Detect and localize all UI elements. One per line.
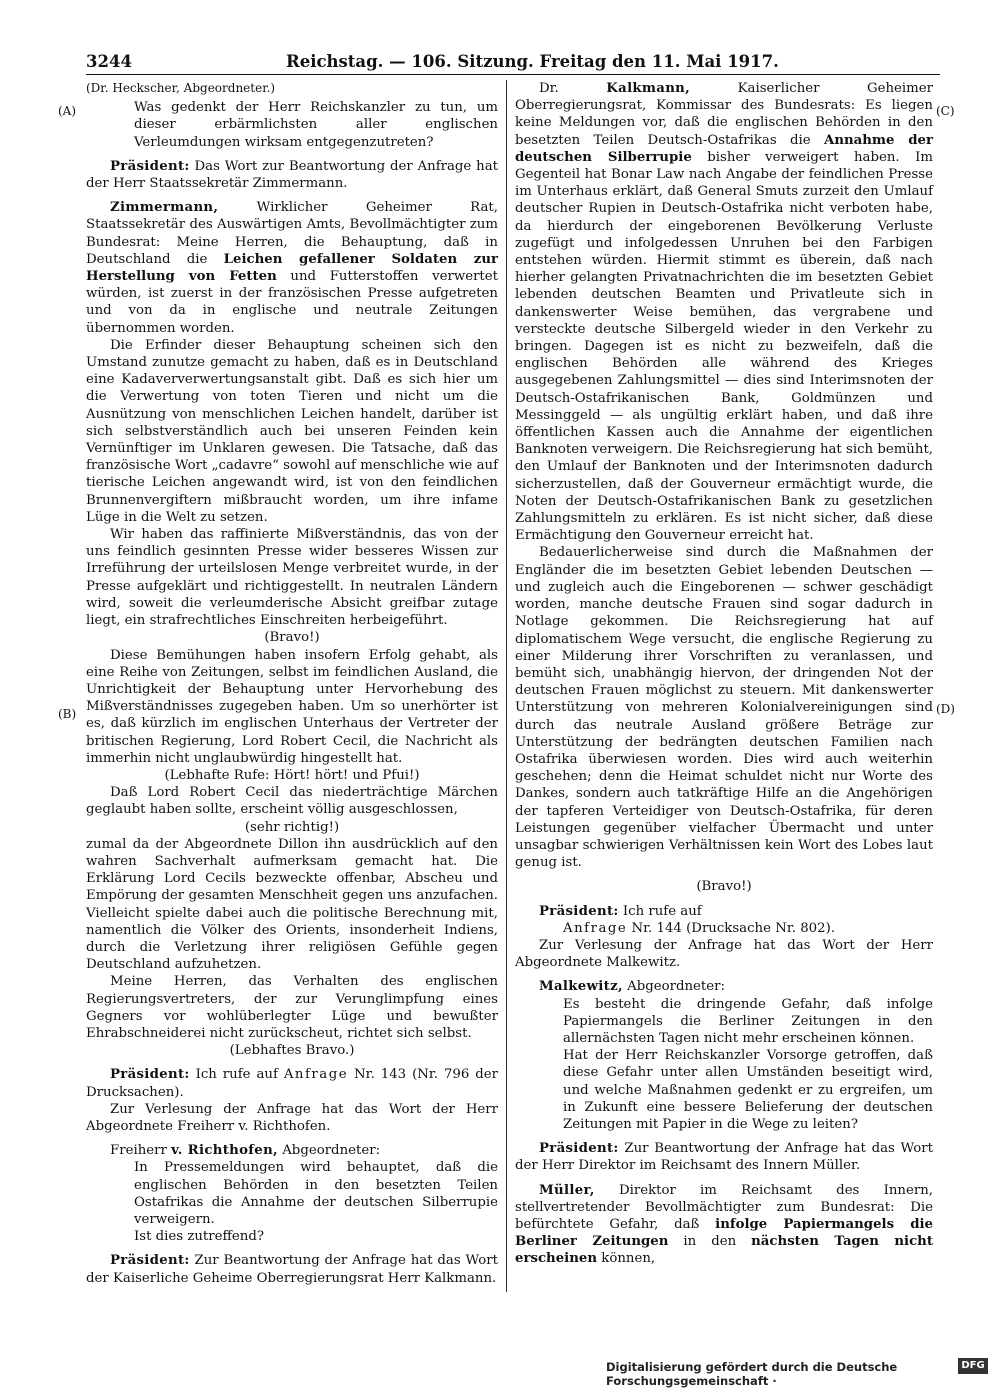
speaker-name: Präsident: <box>110 1067 190 1083</box>
paragraph <box>86 1066 498 1100</box>
question-text: Es besteht die dringende Gefahr, daß infolge Papiermangels die Berliner Zeitungen in den allernächsten Tagen nicht mehr erscheinen können. <box>563 996 933 1046</box>
paragraph-text: Nr. 143 (Nr. 796 der Drucksachen). <box>86 1067 499 1100</box>
speaker-name: Zimmermann, <box>110 200 219 216</box>
margin-marker-c: (C) <box>936 104 955 118</box>
interjection: (Lebhaftes Bravo.) <box>229 1043 355 1059</box>
paragraph: Die Erfinder dieser Behauptung scheinen sich den Umstand zunutze gemacht zu haben, daß es in Deutschland eine Kadaververwertungsanstalt gibt. Daß es sich hier um die Verwertung von toten Tieren und nicht um die Ausnützung von menschlichen Leichen handelt, darüber ist sich selbstverständlich auch bei unseren Feinden kein Vernünftiger im Unklaren gewesen. Die Tatsache, daß das französische Wort „cadavre“ sowohl auf menschliche wie auf tierische Leichen angewandt wird, ist von den feindlichen Brunnenvergiftern mißbraucht worden, um ihre infame Lüge in die Welt zu setzen. <box>86 337 498 525</box>
paragraph-text: Nr. 144 (Drucksache Nr. 802). <box>631 920 835 936</box>
paragraph <box>515 80 933 544</box>
paragraph: Meine Herren, das Verhalten des englischen Regierungsvertreters, der zur Verunglimpfung eines Gegners vor wohlüberlegter Lüge und bewußter Ehrabschneiderei nicht zurückscheut, richtet sich selbst. <box>86 974 498 1041</box>
right-column <box>515 80 933 1268</box>
paragraph: Daß Lord Robert Cecil das niederträchtige Märchen geglaubt haben sollte, erscheint völlig ausgeschlossen, <box>86 785 498 818</box>
paragraph: zumal da der Abgeordnete Dillon ihn ausdrücklich auf den wahren Sachverhalt aufmerksam gemacht hat. Die Erklärung Lord Cecils bezweckte offenbar, Abscheu und Empörung der gesamten Menschheit gegen uns anzufachen. Vielleicht spielte dabei auch die politische Berechnung mit, namentlich die Völker des Orients, insonderheit Indiens, durch die Verletzung ihrer religiösen Gefühle gegen Deutschland aufzuhetzen. <box>86 836 498 973</box>
paragraph-text: Kaiserlicher Geheimer Oberregierungsrat, Kommissar des Bundesrats: Es liegen keine Meldungen vor, daß die englischen Behörden in den besetzten Teilen Deutsch-Ostafrikas die <box>515 81 933 148</box>
speaker-continuation: (Dr. Heckscher, Abgeordneter.) <box>86 81 276 95</box>
speaker-name: Kalkmann, <box>606 81 691 96</box>
question-text: In Pressemeldungen wird behauptet, daß die englischen Behörden in den besetzten Teilen Ostafrikas die Annahme der deutschen Silberrupie verweigern. <box>134 1160 498 1227</box>
paragraph-text: Wirklicher Geheimer Rat, Staatssekretär des Auswärtigen Amts, Bevollmächtigter zum Bundesrat: Meine Herren, die Behauptung, daß in Deutschland die <box>86 200 498 267</box>
spaced-text: Anfrage <box>283 1067 349 1083</box>
interjection: (Lebhafte Rufe: Hört! hört! und Pfui!) <box>164 767 420 783</box>
paragraph <box>86 199 498 337</box>
paragraph-text: Ich rufe auf <box>622 903 702 919</box>
column-divider <box>506 80 507 1292</box>
page-header <box>86 52 940 75</box>
margin-marker-d: (D) <box>936 702 955 716</box>
paragraph: Zur Verlesung der Anfrage hat das Wort der Herr Abgeordnete Freiherr v. Richthofen. <box>86 1101 498 1134</box>
paragraph <box>515 1140 933 1174</box>
paragraph: Zur Verlesung der Anfrage hat das Wort der Herr Abgeordnete Malkewitz. <box>515 937 933 971</box>
paragraph-text: Abgeordneter: <box>627 979 725 995</box>
interjection: (sehr richtig!) <box>244 819 340 835</box>
paragraph: Wir haben das raffinierte Mißverständnis, das von der uns feindlich gesinnten Presse wider besseres Wissen zur Irreführung der urteilslosen Menge verbreitet wurde, in der Presse aufgeklärt und richtiggestellt. In neutralen Ländern wird, soweit die verleumderische Absicht greifbar zutage liegt, ein strafrechtliches Einschreiten herbeigeführt. <box>86 527 498 629</box>
paragraph-text: Direktor im Reichsamt des Innern, stellvertretender Bevollmächtigter zum Bundesrat: Die befürchtete Gefahr, daß <box>515 1182 933 1232</box>
emphasis-text: Annahme der deutschen Silberrupie <box>515 132 933 165</box>
footer <box>600 1353 1000 1388</box>
page-number: 3244 <box>86 52 132 71</box>
paragraph: Diese Bemühungen haben insofern Erfolg gehabt, als eine Reihe von Zeitungen, selbst im feindlichen Ausland, die Unrichtigkeit der Behauptung unter Hervorhebung des Mißverständnisses zugegeben haben. Um so unerhörter ist es, daß kürzlich im englischen Unterhaus der Vertreter der britischen Regierung, Lord Robert Cecil, die Nachricht als immerhin nicht unglaubwürdig hingestellt hat. <box>86 647 498 766</box>
interjection: (Bravo!) <box>696 879 752 895</box>
paragraph <box>86 1142 498 1159</box>
paragraph: Bedauerlicherweise sind durch die Maßnahmen der Engländer die im besetzten Gebiet lebenden Deutschen — und zugleich auch die Eingeborenen — schwer geschädigt worden, manche deutsche Frauen sind sogar dadurch in Notlage gekommen. Die Reichsregierung hat auf diplomatischem Wege versucht, die englische Regierung zu einer Milderung ihrer Vorschriften zu veranlassen, und bemüht sich, unabhängig hiervon, der dringenden Not der deutschen Frauen möglichst zu steuern. Mit dankenswerter Unterstützung von mehreren Kolonialvereinigungen sind durch das neutrale Ausland größere Beträge zur Unterstützung der bedrängten deutschen Familien nach Ostafrika überwiesen worden. Dies wird auch weiterhin geschehen; denn die Heimat schuldet nicht nur Worte des Dankes, sondern auch tatkräftige Hilfe an die Angehörigen der tapferen Verteidiger von Deutsch-Ostafrika, für deren Leistungen gegenüber vielfacher Übermacht und unter unsagbar schwierigen Verhältnissen kein Wort des Lobes laut genug ist. <box>515 545 933 871</box>
paragraph-text: bisher verweigert haben. Im Gegenteil hat Bonar Law nach Angabe der feindlichen Presse im Unterhaus erklärt, daß General Smuts zurzeit den Umlauf deutscher Rupien in Deutsch-Ostafrika nicht verboten habe, da hierdurch der eingeborenen Bevölkerung Verluste zugefügt und infolgedessen Unruhen bei den Farbigen entstehen würden. Hiermit stimmt es überein, daß nach hierher gelangten Privatnachrichten die im besetzten Gebiet lebenden deutschen Beamten und Privatleute sich in dankenswerter Weise bemühen, das vergrabene und versteckte deutsche Silbergeld wieder in den Verkehr zu bringen. Dagegen ist es nicht zu bezweifeln, daß die englischen Behörden alle während des Krieges ausgegebenen Zahlungsmittel — dies sind Interimsnoten der Deutsch-Ostafrikanischen Bank, Goldmünzen und Messinggeld — als ungültig erklärt haben, und daß ihre öffentlichen Kassen auch die Annahme der eigentlichen Banknoten verweigern. Die Reichsregierung hat sich bemüht, den Umlauf der Banknoten und der Interimsnoten dadurch sicherzustellen, daß der Gouverneur ermächtigt wurde, die Noten der Deutsch-Ostafrikanischen Bank zu gesetzlichen Zahlungsmitteln zu erklären. Es ist nicht sicher, daß diese Ermächtigung den Gouverneur erreicht hat. <box>515 149 934 544</box>
question-text: Hat der Herr Reichskanzler Vorsorge getroffen, daß diese Gefahr unter allen Umständen beseitigt wird, und welche Maßnahmen gedenkt er zu ergreifen, um in Zukunft eine bessere Belieferung der deutschen Zeitungen mit Papier in die Wege zu leiten? <box>563 1048 933 1132</box>
paragraph-text: Zur Beantwortung der Anfrage hat das Wort der Herr Direktor im Reichsamt des Innern Müller. <box>515 1141 934 1174</box>
running-title: Reichstag. — 106. Sitzung. Freitag den 11. Mai 1917. <box>286 52 779 71</box>
paragraph-text: Abgeordneter: <box>282 1143 381 1159</box>
paragraph-text: Das Wort zur Beantwortung der Anfrage hat der Herr Staatssekretär Zimmermann. <box>86 158 498 192</box>
paragraph-text: können, <box>601 1251 656 1267</box>
emphasis-text: infolge Papiermangels die Berliner Zeitungen <box>515 1217 933 1250</box>
paragraph <box>515 1182 933 1268</box>
speaker-name: Präsident: <box>539 903 619 919</box>
spaced-text: Anfrage <box>563 920 628 936</box>
interjection: (Bravo!) <box>264 630 320 646</box>
speaker-name: Präsident: <box>110 1253 190 1269</box>
margin-marker-b: (B) <box>58 707 77 721</box>
paragraph-text: und Futterstoffen verwertet würden, ist zuerst in der französischen Presse aufgetreten und von da in englische und neutrale Zeitungen übernommen worden. <box>86 269 498 336</box>
paragraph-text: Zur Beantwortung der Anfrage hat das Wort der Kaiserliche Geheime Oberregierungsrat Herr Kalkmann. <box>86 1253 499 1286</box>
question-text: Was gedenkt der Herr Reichskanzler zu tun, um dieser erbärmlichsten aller englischen Verleumdungen wirksam entgegenzutreten? <box>134 100 498 150</box>
paragraph <box>86 158 498 192</box>
speaker-name: Malkewitz, <box>539 979 623 995</box>
speaker-name: v. Richthofen, <box>171 1143 278 1159</box>
paragraph <box>515 978 933 995</box>
paragraph-text: Ich rufe auf <box>195 1067 278 1083</box>
paragraph-text: Dr. <box>539 81 559 96</box>
paragraph-text: in den <box>683 1234 737 1250</box>
emphasis-text: nächsten Tagen nicht erscheinen <box>515 1234 933 1267</box>
speaker-name: Präsident: <box>110 158 190 174</box>
margin-marker-a: (A) <box>58 104 77 118</box>
footer-text: Digitalisierung gefördert durch die Deutsche Forschungsgemeinschaft · <box>606 1360 898 1388</box>
left-column <box>86 80 498 1287</box>
paragraph-text: Freiherr <box>110 1143 167 1159</box>
paragraph <box>515 903 933 937</box>
dfg-logo: DFG <box>958 1358 988 1374</box>
speaker-name: Präsident: <box>539 1141 619 1157</box>
question-text: Ist dies zutreffend? <box>134 1229 264 1245</box>
emphasis-text: Leichen gefallener Soldaten zur Herstellung von Fetten <box>86 251 499 285</box>
speaker-name: Müller, <box>539 1182 595 1198</box>
paragraph <box>86 1252 498 1286</box>
